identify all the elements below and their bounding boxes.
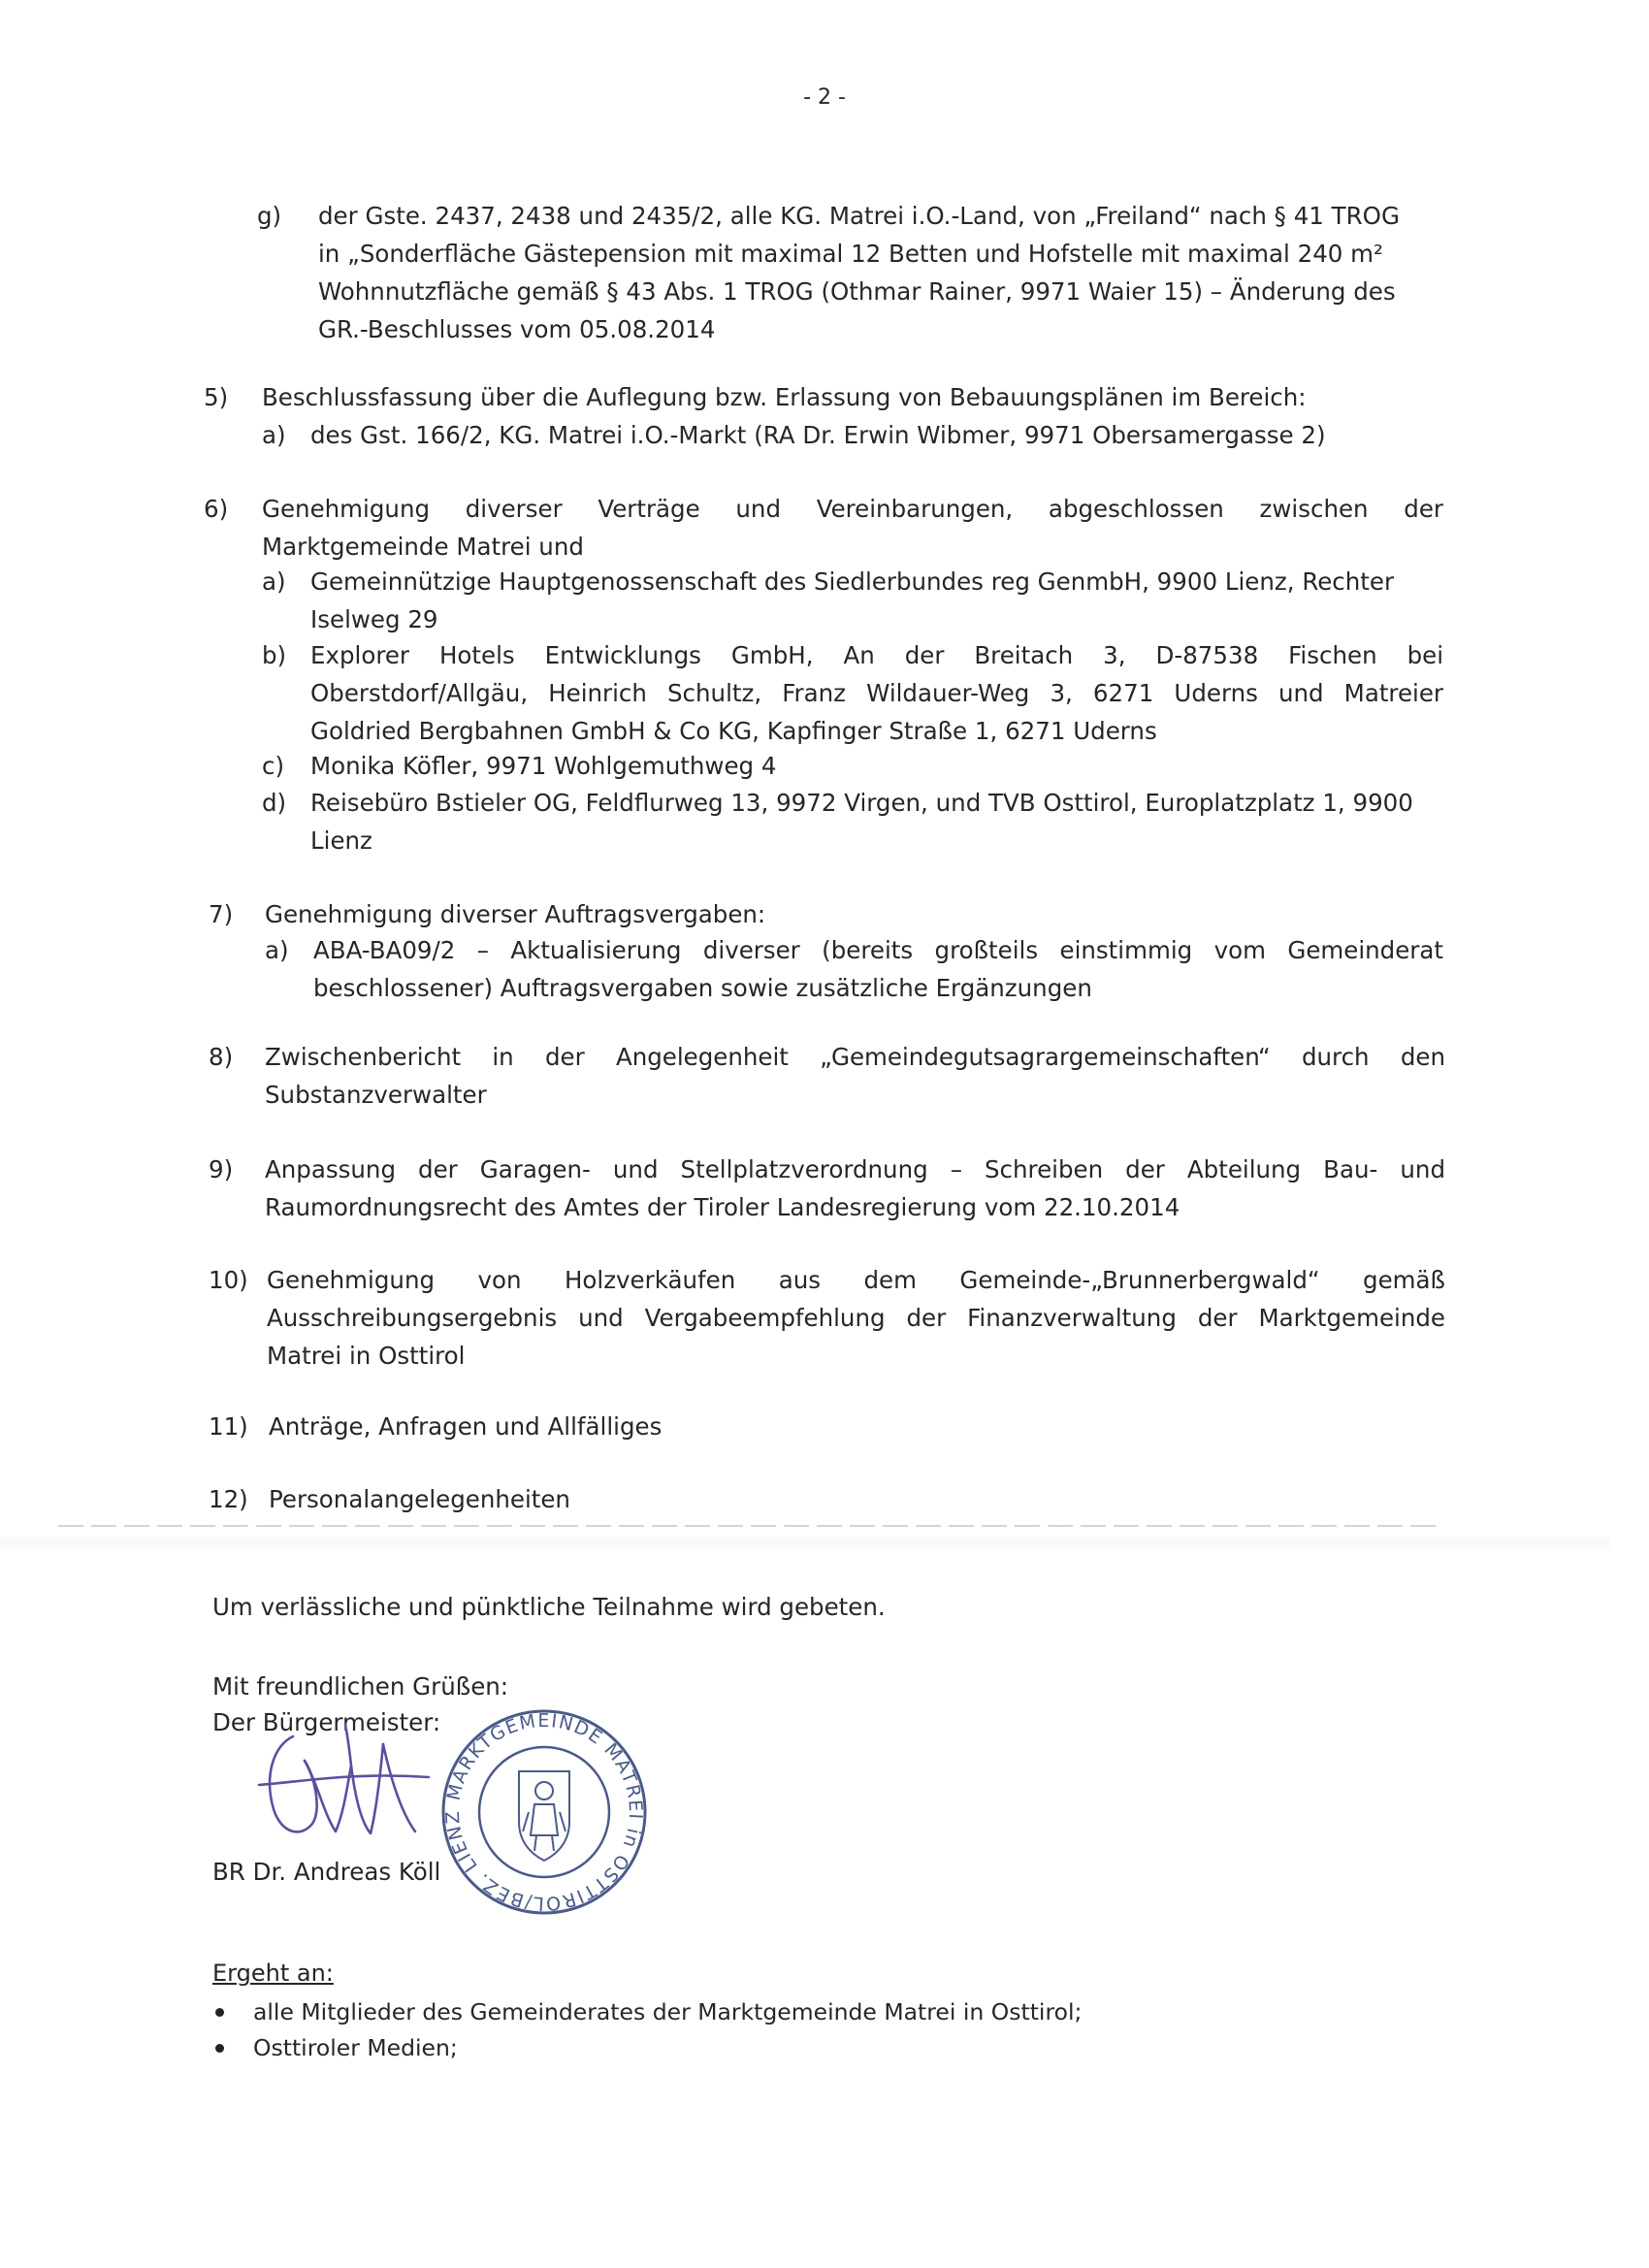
attendance-request: Um verlässliche und pünktliche Teilnahme wird gebeten.	[212, 1593, 886, 1621]
text-line: ABA-BA09/2 – Aktualisierung diverser (bereits großteils einstimmig vom Gemeinderat	[313, 936, 1443, 964]
sub-label: a)	[262, 421, 286, 449]
item-number: 8)	[209, 1043, 234, 1071]
text-line: Marktgemeinde Matrei und	[262, 533, 584, 561]
list-item	[212, 1994, 1082, 2030]
item-number: 12)	[209, 1485, 248, 1513]
sub-text	[313, 931, 1443, 1007]
text-line: Beschlussfassung über die Auflegung bzw. Erlassung von Bebauungsplänen im Bereich:	[262, 383, 1307, 411]
text-line: Goldried Bergbahnen GmbH & Co KG, Kapfinger Straße 1, 6271 Uderns	[310, 717, 1157, 745]
item-number: 9)	[209, 1155, 234, 1183]
item-label: g)	[257, 202, 282, 230]
text-line: Genehmigung von Holzverkäufen aus dem Gemeinde-„Brunnerbergwald“ gemäß	[267, 1266, 1445, 1294]
recipients-title: Ergeht an:	[212, 1960, 334, 1987]
text-line: Matrei in Osttirol	[267, 1342, 466, 1370]
sub-label: a)	[262, 567, 286, 596]
text-line: Substanzverwalter	[265, 1081, 487, 1109]
sub-text	[310, 563, 1443, 638]
scan-artifact-line	[58, 1525, 1436, 1527]
text-line: Lienz	[310, 826, 372, 855]
seal-text: MARKTGEMEINDE MATREI in OSTTIROL/BEZ. LIENZ	[441, 1709, 647, 1915]
text-line: GR.-Beschlusses vom 05.08.2014	[318, 315, 716, 343]
sub-text	[310, 747, 1443, 785]
bullet-icon	[215, 2044, 224, 2053]
text-line: in „Sonderfläche Gästepension mit maximal 12 Betten und Hofstelle mit maximal 240 m²	[318, 240, 1383, 268]
item-text	[318, 197, 1440, 348]
item-number: 7)	[209, 900, 234, 928]
item-text	[267, 1261, 1445, 1375]
text-line: der Gste. 2437, 2438 und 2435/2, alle KG. Matrei i.O.-Land, von „Freiland“ nach § 41 TROG	[318, 202, 1400, 230]
item-text	[265, 1150, 1445, 1226]
text-line: Raumordnungsrecht des Amtes der Tiroler Landesregierung vom 22.10.2014	[265, 1193, 1180, 1221]
item-text	[265, 895, 1443, 933]
signature	[254, 1717, 438, 1853]
recipient-text: Osttiroler Medien;	[253, 2034, 458, 2061]
recipients-list	[212, 1994, 1082, 2066]
sub-label: c)	[262, 752, 285, 780]
text-line: Wohnnutzfläche gemäß § 43 Abs. 1 TROG (Othmar Rainer, 9971 Waier 15) – Änderung des	[318, 277, 1396, 306]
item-number: 6)	[204, 495, 229, 523]
sub-text	[310, 636, 1443, 750]
item-text	[262, 378, 1445, 416]
item-number: 5)	[204, 383, 229, 411]
item-text	[269, 1480, 1445, 1518]
text-line: Personalangelegenheiten	[269, 1485, 570, 1513]
item-text	[269, 1408, 1445, 1445]
greeting: Mit freundlichen Grüßen:	[212, 1672, 509, 1701]
text-line: Oberstdorf/Allgäu, Heinrich Schultz, Franz Wildauer-Weg 3, 6271 Uderns und Matreier	[310, 679, 1443, 707]
text-line: beschlossener) Auftragsvergaben sowie zusätzliche Ergänzungen	[313, 974, 1092, 1002]
mayor-role: Der Bürgermeister:	[212, 1708, 441, 1736]
scan-artifact-line	[0, 1535, 1610, 1550]
text-line: Gemeinnützige Hauptgenossenschaft des Siedlerbundes reg GenmbH, 9900 Lienz, Rechter	[310, 567, 1395, 596]
list-item	[212, 2030, 1082, 2066]
text-line: Explorer Hotels Entwicklungs GmbH, An der Breitach 3, D-87538 Fischen bei	[310, 641, 1443, 669]
sub-label: a)	[265, 936, 289, 964]
text-line: Genehmigung diverser Verträge und Vereinbarungen, abgeschlossen zwischen der	[262, 495, 1443, 523]
page-number: - 2 -	[803, 85, 846, 110]
item-number: 10)	[209, 1266, 248, 1294]
item-text	[265, 1038, 1445, 1114]
text-line: Reisebüro Bstieler OG, Feldflurweg 13, 9972 Virgen, und TVB Osttirol, Europlatzplatz 1, 9900	[310, 789, 1413, 817]
bullet-icon	[215, 2008, 224, 2017]
coat-of-arms-icon	[519, 1771, 569, 1861]
text-line: Ausschreibungsergebnis und Vergabeempfehlung der Finanzverwaltung der Marktgemeinde	[267, 1304, 1445, 1332]
municipal-seal	[439, 1707, 649, 1917]
text-line: Genehmigung diverser Auftragsvergaben:	[265, 900, 766, 928]
text-line: Anpassung der Garagen- und Stellplatzverordnung – Schreiben der Abteilung Bau- und	[265, 1155, 1445, 1183]
signer-name: BR Dr. Andreas Köll	[212, 1858, 441, 1886]
sub-text	[310, 416, 1443, 454]
item-text	[262, 490, 1443, 566]
text-line: Iselweg 29	[310, 605, 438, 633]
text-line: des Gst. 166/2, KG. Matrei i.O.-Markt (RA Dr. Erwin Wibmer, 9971 Obersamergasse 2)	[310, 421, 1326, 449]
sub-text	[310, 784, 1443, 859]
sub-label: b)	[262, 641, 287, 669]
text-line: Anträge, Anfragen und Allfälliges	[269, 1412, 663, 1441]
item-number: 11)	[209, 1412, 248, 1441]
text-line: Monika Köfler, 9971 Wohlgemuthweg 4	[310, 752, 777, 780]
sub-label: d)	[262, 789, 287, 817]
recipient-text: alle Mitglieder des Gemeinderates der Marktgemeinde Matrei in Osttirol;	[253, 1998, 1083, 2025]
text-line: Zwischenbericht in der Angelegenheit „Gemeindegutsagrargemeinschaften“ durch den	[265, 1043, 1445, 1071]
svg-text:MARKTGEMEINDE MATREI in OSTTIR	[442, 1710, 646, 1914]
